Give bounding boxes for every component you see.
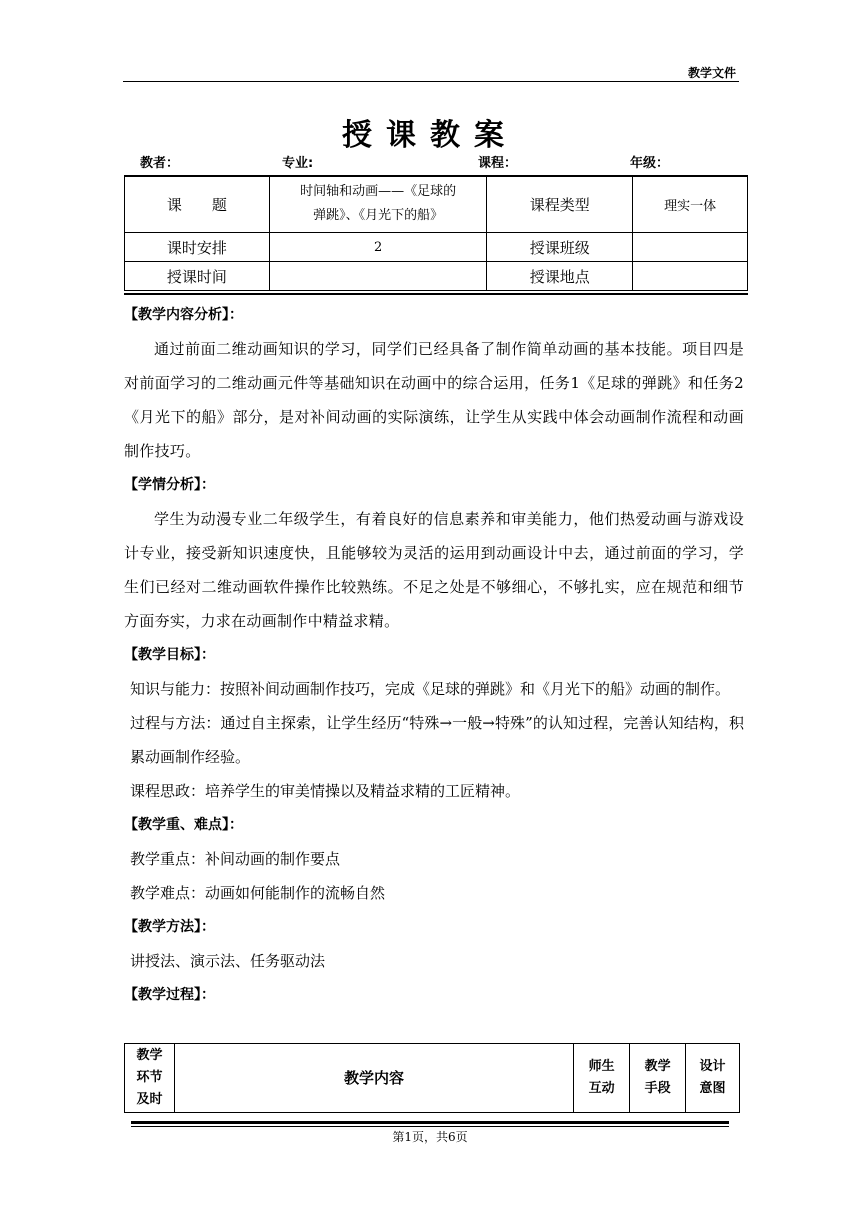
time-value xyxy=(269,262,487,291)
process-table xyxy=(124,1043,740,1113)
section-heading: 【学情分析】： xyxy=(124,477,215,493)
place-label: 授课地点 xyxy=(487,262,633,291)
col-means: 教学 手段 xyxy=(630,1044,686,1113)
info-table-bottom-rule xyxy=(124,293,748,295)
footer-rule-thick xyxy=(131,1121,729,1124)
student-analysis-text: 学生为动漫专业二年级学生，有着良好的信息素养和审美能力，他们热爱动画与游戏设计专业，接受新知识速度快，且能够较为灵活的运用到动画设计中去，通过前面的学习，学生们已经对二维动画软件操作比较熟练。不足之处是不够细心，不够扎实，应在规范和细节方面夯实，力求在动画制作中精益求精。 xyxy=(124,510,744,630)
teacher-label: 教者： xyxy=(140,156,180,171)
section-heading: 【教学方法】： xyxy=(124,919,215,935)
class-value xyxy=(633,233,748,262)
page-number: 第1页，共6页 xyxy=(392,1130,468,1144)
header-rule xyxy=(123,81,739,82)
topic-value xyxy=(269,176,487,233)
section-heading: 【教学重、难点】： xyxy=(124,817,243,833)
footer-rule-thin xyxy=(131,1126,729,1127)
objective-item: 课程思政：培养学生的审美情操以及精益求精的工匠精神。 xyxy=(130,782,521,800)
hours-value: 2 xyxy=(269,233,487,262)
hours-label: 课时安排 xyxy=(125,233,270,262)
topic-line-2: 弹跳》、《月光下的船》 xyxy=(313,208,444,223)
grade-label: 年级： xyxy=(630,156,670,171)
major-label: 专业: xyxy=(282,156,314,171)
col-stage: 教学 环节 及时 xyxy=(125,1044,175,1113)
time-label: 授课时间 xyxy=(125,262,270,291)
course-type-label: 课程类型 xyxy=(487,176,633,233)
info-table xyxy=(124,175,748,291)
topic-line-1: 时间轴和动画——《足球的 xyxy=(300,184,457,199)
header-label: 教学文件 xyxy=(687,66,736,80)
section-heading: 【教学过程】： xyxy=(124,987,215,1003)
section-heading: 【教学目标】： xyxy=(124,647,215,663)
key-point-item: 教学重点：补间动画的制作要点 xyxy=(130,850,341,868)
page-title: 授课教案 xyxy=(342,118,518,153)
method-item: 讲授法、演示法、任务驱动法 xyxy=(130,952,326,970)
place-value xyxy=(633,262,748,291)
objective-item: 过程与方法：通过自主探索，让学生经历“特殊→一般→特殊”的认知过程，完善认知结构，积累动画制作经验。 xyxy=(130,714,744,766)
document-body xyxy=(124,298,744,1012)
key-point-item: 教学难点：动画如何能制作的流畅自然 xyxy=(130,884,386,902)
topic-label: 课 题 xyxy=(125,176,270,233)
course-type-value: 理实一体 xyxy=(633,176,748,233)
objective-item: 知识与能力：按照补间动画制作技巧，完成《足球的弹跳》和《月光下的船》动画的制作。 xyxy=(130,680,731,698)
meta-row xyxy=(140,152,720,172)
content-analysis-text: 通过前面二维动画知识的学习，同学们已经具备了制作简单动画的基本技能。项目四是对前面学习的二维动画元件等基础知识在动画中的综合运用，任务1《足球的弹跳》和任务2《月光下的船》部分，是对补间动画的实际演练，让学生从实践中体会动画制作流程和动画制作技巧。 xyxy=(124,340,744,460)
col-content: 教学内容 xyxy=(174,1044,573,1113)
class-label: 授课班级 xyxy=(487,233,633,262)
course-label: 课程： xyxy=(478,156,518,171)
col-interaction: 师生 互动 xyxy=(574,1044,630,1113)
col-design: 设计 意图 xyxy=(686,1044,740,1113)
section-heading: 【教学内容分析】： xyxy=(124,307,243,323)
